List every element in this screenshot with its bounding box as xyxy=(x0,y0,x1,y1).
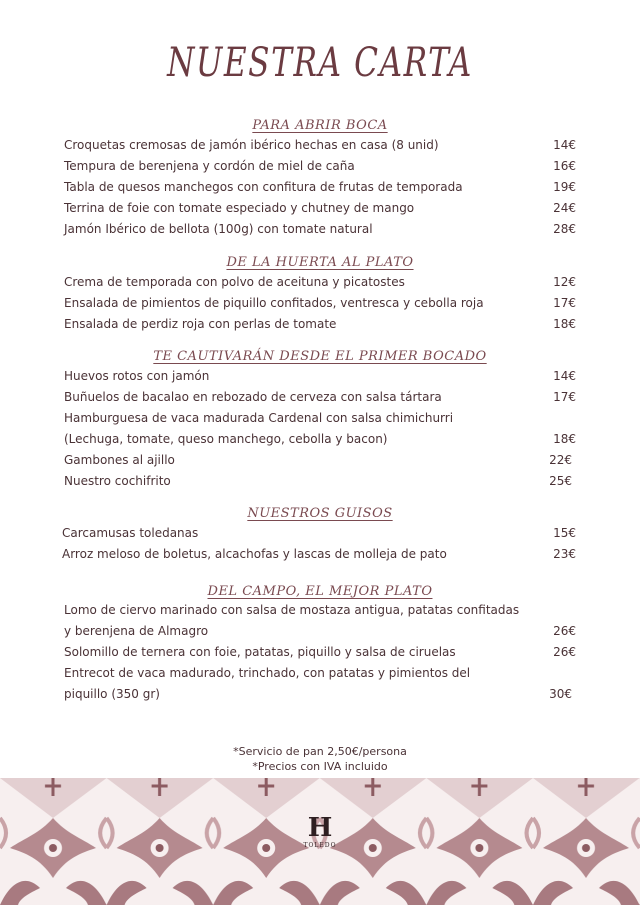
section-title-campo: DEL CAMPO, EL MEJOR PLATO xyxy=(207,584,433,599)
menu-notes xyxy=(0,744,640,774)
dish-name: Tempura de berenjena y cordón de miel de caña xyxy=(64,159,355,173)
dish-name: piquillo (350 gr) xyxy=(64,687,160,701)
dish-name: Lomo de ciervo marinado con salsa de mostaza antigua, patatas confitadas xyxy=(64,603,520,617)
dish-name: Terrina de foie con tomate especiado y chutney de mango xyxy=(64,201,415,215)
dish-name: Jamón Ibérico de bellota (100g) con tomate natural xyxy=(64,222,373,236)
dish-name: Tabla de quesos manchegos con confitura de frutas de temporada xyxy=(64,180,463,194)
dish-price: 15€ xyxy=(553,526,576,540)
dish-price: 30€ xyxy=(549,687,572,701)
logo-mark: H xyxy=(307,813,333,843)
dish-price: 28€ xyxy=(553,222,576,236)
dish-name: Entrecot de vaca madurado, trinchado, con patatas y pimientos del xyxy=(64,666,471,680)
dish-price: 19€ xyxy=(553,180,576,194)
dish-name: Croquetas cremosas de jamón ibérico hechas en casa (8 unid) xyxy=(64,138,439,152)
dish-name: (Lechuga, tomate, queso manchego, cebolla y bacon) xyxy=(64,432,388,446)
dish-name: Buñuelos de bacalao en rebozado de cerveza con salsa tártara xyxy=(64,390,442,404)
dish-name: Nuestro cochifrito xyxy=(64,474,171,488)
dish-price: 14€ xyxy=(553,369,576,383)
bread-service-note: *Servicio de pan 2,50€/persona xyxy=(233,745,407,758)
menu-title: NUESTRA CARTA xyxy=(167,40,473,86)
dish-price: 18€ xyxy=(553,317,576,331)
dish-name: Arroz meloso de boletus, alcachofas y lascas de molleja de pato xyxy=(62,547,447,561)
section-title-huerta: DE LA HUERTA AL PLATO xyxy=(226,255,414,270)
dish-price: 22€ xyxy=(549,453,572,467)
dish-price: 25€ xyxy=(549,474,572,488)
dish-price: 26€ xyxy=(553,624,576,638)
dish-price: 12€ xyxy=(553,275,576,289)
restaurant-logo xyxy=(303,814,337,864)
vat-note: *Precios con IVA incluido xyxy=(252,760,388,773)
dish-price: 17€ xyxy=(553,390,576,404)
section-title-abrir-boca: PARA ABRIR BOCA xyxy=(252,118,388,133)
dish-name: y berenjena de Almagro xyxy=(64,624,209,638)
section-title-guisos: NUESTROS GUISOS xyxy=(247,506,393,521)
dish-name: Gambones al ajillo xyxy=(64,453,175,467)
dish-name: Ensalada de perdiz roja con perlas de tomate xyxy=(64,317,337,331)
dish-name: Carcamusas toledanas xyxy=(62,526,199,540)
dish-price: 26€ xyxy=(553,645,576,659)
dish-name: Ensalada de pimientos de piquillo confitados, ventresca y cebolla roja xyxy=(64,296,484,310)
dish-price: 17€ xyxy=(553,296,576,310)
dish-price: 23€ xyxy=(553,547,576,561)
section-title-bocado: TE CAUTIVARÁN DESDE EL PRIMER BOCADO xyxy=(153,349,487,364)
dish-price: 16€ xyxy=(553,159,576,173)
dish-name: Crema de temporada con polvo de aceituna y picatostes xyxy=(64,275,405,289)
dish-price: 24€ xyxy=(553,201,576,215)
dish-name: Solomillo de ternera con foie, patatas, piquillo y salsa de ciruelas xyxy=(64,645,456,659)
dish-name: Hamburguesa de vaca madurada Cardenal con salsa chimichurri xyxy=(64,411,454,425)
dish-name: Huevos rotos con jamón xyxy=(64,369,210,383)
logo-city: TOLEDO xyxy=(303,842,337,849)
dish-price: 18€ xyxy=(553,432,576,446)
dish-price: 14€ xyxy=(553,138,576,152)
